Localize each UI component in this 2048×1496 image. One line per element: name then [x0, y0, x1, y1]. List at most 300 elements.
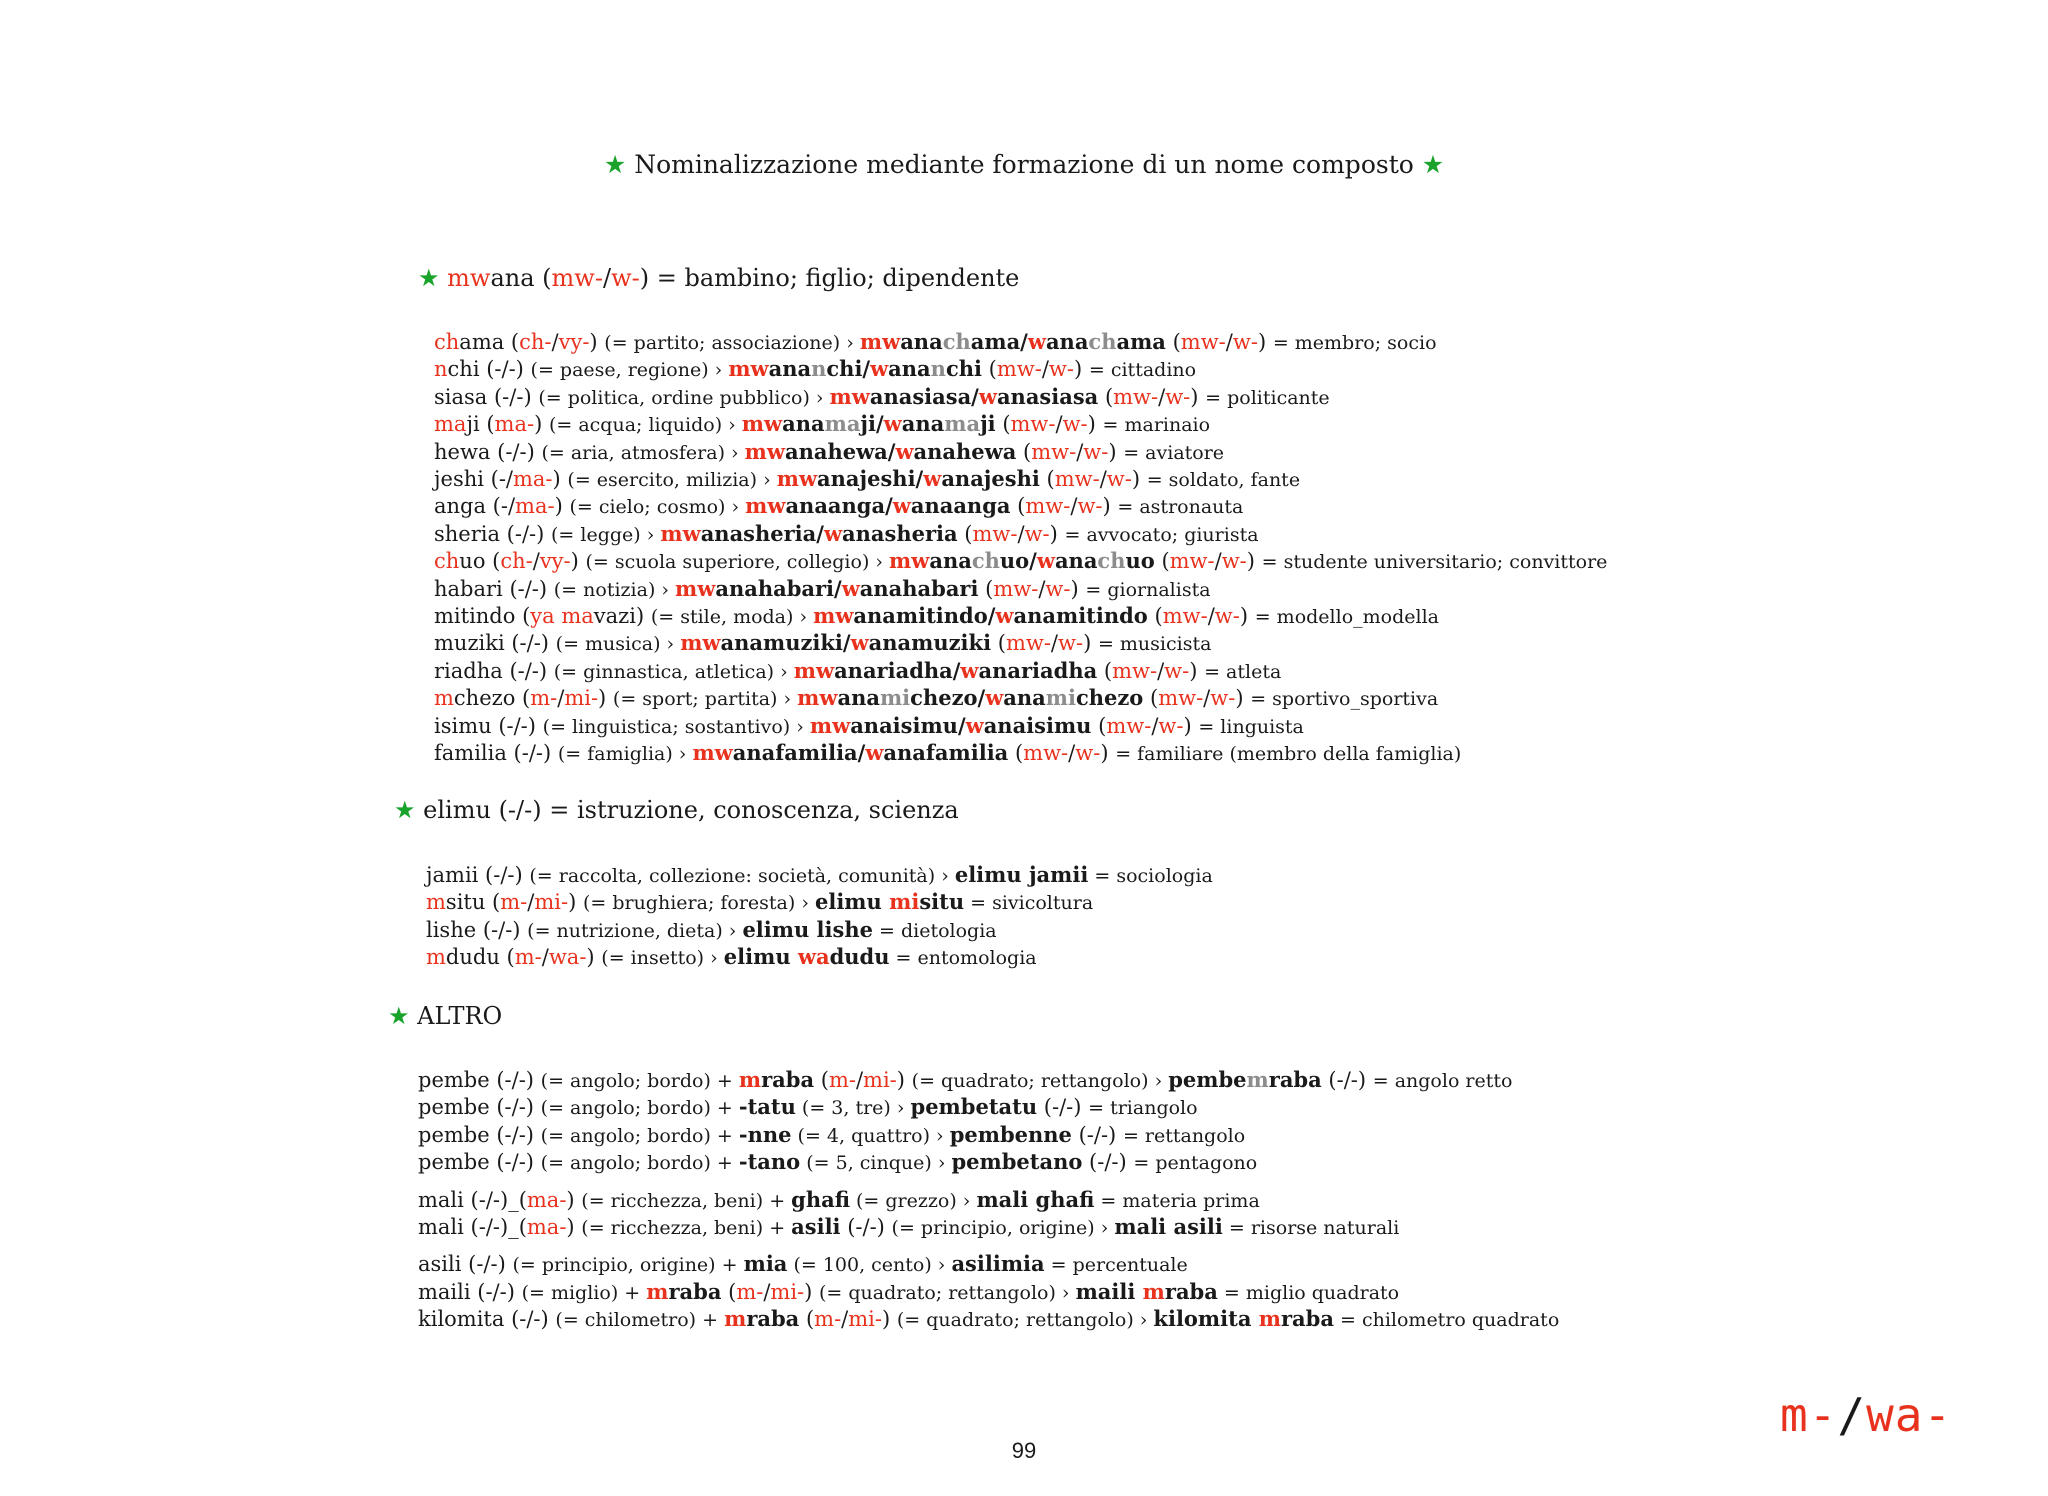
text-segment: situ: [919, 889, 965, 915]
text-segment: ): [1131, 467, 1147, 491]
text-segment: (= angolo; bordo) +: [540, 1070, 739, 1092]
text-segment: raba: [1268, 1067, 1322, 1092]
text-segment: ana: [490, 264, 543, 292]
text-segment: (: [1008, 741, 1024, 765]
text-segment: /: [602, 264, 612, 292]
text-segment: = pentagono: [1133, 1152, 1258, 1175]
text-segment: muziki (-/-): [434, 631, 556, 656]
text-segment: (= aria, atmosfera) ›: [541, 441, 745, 464]
text-segment: mw: [660, 520, 701, 546]
text-segment: ): [896, 1068, 912, 1092]
text-segment: mw-: [1113, 384, 1159, 409]
text-segment: uo (: [459, 549, 501, 574]
text-segment: = entomologia: [889, 947, 1037, 970]
text-segment: = percentuale: [1044, 1254, 1188, 1277]
text-segment: ch: [1088, 329, 1117, 354]
text-segment: pembe (-/-): [418, 1068, 541, 1092]
text-segment: = avvocato; giurista: [1064, 523, 1259, 546]
text-segment: = chilometro quadrato: [1333, 1309, 1560, 1332]
text-segment: (= ricchezza, beni) +: [581, 1217, 792, 1239]
text-segment: = linguista: [1198, 715, 1304, 738]
text-segment: w: [1036, 548, 1055, 574]
text-segment: uo/: [999, 548, 1037, 574]
text-segment: = familiare (membro della famiglia): [1115, 743, 1462, 765]
text-segment: ): [566, 1187, 582, 1212]
entry-line: [418, 1093, 1198, 1122]
text-segment: (= quadrato; rettangolo) ›: [819, 1281, 1076, 1304]
text-segment: (: [814, 1068, 829, 1092]
text-segment: mw-: [1162, 604, 1208, 628]
text-segment: ): [1239, 604, 1255, 628]
entry-line: [434, 328, 1437, 357]
text-segment: (= cielo; cosmo) ›: [569, 496, 746, 519]
text-segment: ch: [434, 330, 460, 354]
text-segment: ji/: [860, 411, 884, 437]
text-segment: /: [1076, 439, 1084, 464]
text-segment: raba: [746, 1306, 800, 1332]
entry-line: [426, 888, 1093, 917]
text-segment: = miglio quadrato: [1217, 1281, 1400, 1304]
text-segment: (= 5, cinque) ›: [800, 1152, 952, 1175]
text-segment: mi-: [863, 1068, 897, 1092]
text-segment: anamitindo: [1013, 603, 1148, 628]
text-segment: situ (: [445, 890, 501, 915]
text-segment: (: [1147, 604, 1163, 628]
text-segment: mi: [879, 685, 911, 711]
text-segment: ): [1100, 741, 1116, 765]
entry-line: [418, 1186, 1260, 1215]
text-segment: mw-: [1180, 330, 1226, 354]
text-segment: raba: [668, 1278, 722, 1304]
text-segment: elimu: [723, 944, 798, 970]
text-segment: = aviatore: [1123, 441, 1225, 464]
text-segment: mw-: [1169, 549, 1215, 574]
text-segment: ana: [888, 356, 931, 382]
text-segment: m-: [1780, 1388, 1838, 1442]
text-segment: kilomita (-/-): [418, 1307, 556, 1332]
text-segment: ): [1183, 713, 1199, 738]
text-segment: /: [1055, 412, 1063, 437]
text-segment: = marinaio: [1102, 414, 1211, 437]
entry-line: [426, 916, 997, 945]
text-segment: (= politica, ordine pubblico) ›: [538, 386, 830, 409]
text-segment: mw: [776, 466, 818, 491]
text-segment: (: [978, 576, 994, 601]
text-segment: mw-: [972, 521, 1018, 546]
text-segment: anariadha: [978, 657, 1098, 683]
text-segment: ): [1235, 686, 1251, 711]
text-segment: /: [1158, 384, 1166, 409]
text-segment: (: [1016, 439, 1032, 464]
text-segment: w-: [1232, 330, 1258, 354]
text-segment: asilimia: [951, 1251, 1045, 1277]
text-segment: mw-: [1106, 713, 1152, 738]
text-segment: m: [738, 1067, 762, 1092]
text-segment: w: [965, 712, 984, 738]
text-segment: /: [1041, 357, 1049, 382]
text-segment: (-/-): [1082, 1150, 1134, 1175]
text-segment: chi (-/-): [447, 357, 531, 382]
text-segment: (= partito; associazione) ›: [604, 332, 860, 354]
text-segment: = triangolo: [1088, 1097, 1198, 1120]
text-segment: /: [551, 330, 559, 354]
text-segment: ana: [1003, 685, 1046, 711]
text-segment: ch: [942, 329, 971, 354]
text-segment: /: [1099, 467, 1107, 491]
text-segment: (= scuola superiore, collegio) ›: [585, 551, 890, 574]
text-segment: ): [1246, 549, 1262, 574]
text-segment: (= stile, moda) ›: [650, 606, 814, 628]
entry-line: [434, 547, 1607, 576]
text-segment: riadha (-/-): [434, 658, 554, 683]
text-segment: pembenne: [949, 1121, 1072, 1147]
text-segment: -nne: [738, 1121, 792, 1147]
text-segment: ana: [768, 356, 812, 382]
text-segment: wa-: [548, 945, 587, 970]
text-segment: ): [804, 1279, 820, 1304]
text-segment: ): [639, 264, 657, 292]
text-segment: (: [1091, 713, 1107, 738]
text-segment: w: [870, 356, 889, 382]
text-segment: /: [1068, 741, 1076, 765]
corner-tag: [1780, 1388, 1952, 1442]
text-segment: pembe (-/-): [418, 1122, 541, 1147]
text-segment: vy-: [539, 549, 571, 574]
text-segment: anajeshi/: [817, 466, 924, 491]
text-segment: pembe: [1168, 1067, 1247, 1092]
text-segment: mali asili: [1114, 1214, 1223, 1239]
text-segment: = bambino; figlio; dipendente: [656, 264, 1020, 292]
text-segment: /: [841, 1307, 849, 1332]
text-segment: chi/: [826, 356, 871, 382]
text-segment: asili (-/-): [418, 1252, 513, 1277]
text-segment: vy-: [558, 330, 590, 354]
text-segment: (= angolo; bordo) +: [540, 1124, 739, 1147]
text-segment: ma: [434, 412, 467, 437]
text-segment: istruzione, conoscenza, scienza: [576, 796, 959, 824]
text-segment: mali (-/-)_(: [418, 1187, 527, 1212]
text-segment: elimu jamii: [954, 862, 1089, 887]
text-segment: (= esercito, milizia) ›: [567, 469, 777, 491]
text-segment: anga (-/: [434, 494, 516, 519]
text-segment: mitindo (: [434, 604, 531, 628]
text-segment: ): [1087, 412, 1103, 437]
entry-line: [434, 657, 1281, 686]
text-segment: w-: [1106, 467, 1132, 491]
text-segment: anasiasa/: [869, 383, 979, 409]
text-segment: anamitindo/: [853, 603, 996, 628]
text-segment: (= grezzo) ›: [849, 1189, 977, 1212]
text-segment: (: [1010, 494, 1026, 519]
entry-line: [418, 1278, 1399, 1307]
text-segment: pembetatu: [910, 1094, 1038, 1120]
text-segment: = membro; socio: [1272, 332, 1437, 354]
text-segment: m-: [828, 1068, 856, 1092]
text-segment: (= quadrato; rettangolo) ›: [911, 1070, 1169, 1092]
entry-line: [434, 602, 1439, 631]
text-segment: = modello_modella: [1254, 606, 1439, 628]
text-segment: mw-: [551, 264, 603, 292]
text-segment: mw: [744, 438, 785, 464]
text-segment: jeshi (-/: [434, 467, 513, 491]
text-segment: asili: [791, 1214, 841, 1239]
text-segment: anasheria/: [700, 520, 824, 546]
text-segment: ya: [530, 604, 555, 628]
text-segment: /: [557, 686, 565, 711]
entry-line: [418, 1213, 1399, 1242]
text-segment: mali ghafi: [976, 1186, 1095, 1212]
text-segment: (-/-): [840, 1215, 892, 1239]
text-segment: mw: [745, 493, 786, 519]
section-head-text: [417, 1002, 502, 1030]
text-segment: /: [1225, 330, 1233, 354]
text-segment: (: [1143, 686, 1159, 711]
entry-line: [418, 1121, 1245, 1150]
text-segment: ): [568, 890, 583, 915]
text-segment: w-: [1164, 658, 1190, 683]
text-segment: = cittadino: [1088, 359, 1197, 382]
entry-line: [434, 492, 1243, 521]
text-segment: = astronauta: [1117, 496, 1244, 519]
text-segment: mw-: [1023, 741, 1069, 765]
entry-line: [418, 1066, 1512, 1095]
text-segment: ch: [434, 549, 460, 574]
text-segment: mi-: [534, 890, 569, 915]
text-segment: w-: [1024, 521, 1050, 546]
text-segment: w: [865, 740, 884, 765]
text-segment: (: [1039, 467, 1055, 491]
text-segment: ji: [980, 411, 996, 437]
text-segment: ): [589, 330, 605, 354]
text-segment: = giornalista: [1085, 578, 1211, 601]
star-icon: ★: [388, 1002, 410, 1030]
text-segment: mi-: [564, 686, 599, 711]
text-segment: ma-: [494, 412, 535, 437]
text-segment: (= 100, cento) ›: [787, 1254, 952, 1277]
text-segment: ): [552, 467, 568, 491]
text-segment: wa-: [1866, 1388, 1953, 1442]
text-segment: ): [1049, 521, 1065, 546]
text-segment: ALTRO: [417, 1002, 503, 1030]
text-segment: elimu: [423, 796, 499, 824]
text-segment: w: [985, 685, 1004, 711]
text-segment: /: [541, 945, 549, 970]
text-segment: = studente universitario; convittore: [1261, 551, 1608, 574]
text-segment: lishe (-/-): [426, 917, 528, 942]
text-segment: mw: [793, 657, 835, 683]
text-segment: ana: [901, 411, 945, 437]
text-segment: hewa (-/-): [434, 439, 542, 464]
text-segment: mw: [859, 329, 901, 354]
text-segment: /: [532, 549, 540, 574]
text-segment: mia: [743, 1251, 788, 1277]
text-segment: w-: [1062, 412, 1088, 437]
text-segment: mi: [889, 889, 920, 915]
text-segment: = dietologia: [872, 919, 997, 942]
entry-line: [418, 1250, 1188, 1279]
text-segment: (= raccolta, collezione: società, comunità) ›: [529, 865, 955, 887]
text-segment: ch-: [519, 330, 552, 354]
page-number: 99: [1011, 1438, 1037, 1463]
text-segment: mw: [813, 603, 854, 628]
text-segment: (= legge) ›: [551, 523, 661, 546]
text-segment: chezo (: [453, 686, 531, 711]
text-segment: w: [978, 383, 997, 409]
text-segment: = politicante: [1205, 386, 1330, 409]
title-text: Nominalizzazione mediante formazione di un nome composto: [634, 150, 1414, 179]
text-segment: raba: [1280, 1306, 1334, 1332]
text-segment: ): [554, 494, 570, 519]
text-segment: (: [721, 1279, 737, 1304]
text-segment: mw: [447, 264, 491, 292]
text-segment: (= musica) ›: [555, 633, 681, 656]
entry-line: [426, 861, 1213, 890]
text-segment: mi-: [770, 1279, 805, 1304]
text-segment: w-: [1214, 604, 1240, 628]
text-segment: = rettangolo: [1122, 1124, 1246, 1147]
text-segment: mi: [1045, 685, 1076, 711]
text-segment: w-: [1045, 576, 1071, 601]
text-segment: mw-: [1005, 631, 1051, 656]
text-segment: mw-: [1031, 439, 1077, 464]
text-segment: m: [646, 1278, 669, 1304]
entry-line: [434, 438, 1224, 467]
text-segment: /: [855, 1068, 864, 1092]
text-segment: mw-: [1025, 494, 1071, 519]
text-segment: ): [1189, 658, 1205, 683]
section-head-text: [423, 796, 959, 824]
text-segment: m-: [514, 945, 542, 970]
text-segment: elimu lishe: [742, 916, 873, 942]
text-segment: mw: [809, 712, 851, 738]
text-segment: (= paese, regione) ›: [530, 359, 729, 382]
text-segment: ama/: [970, 329, 1028, 354]
text-segment: (-/-): [1071, 1122, 1123, 1147]
text-segment: = soldato, fante: [1146, 469, 1301, 491]
text-segment: mw-: [1112, 658, 1158, 683]
text-segment: ): [598, 686, 613, 711]
text-segment: m: [1142, 1278, 1165, 1304]
text-segment: pembe (-/-): [418, 1150, 541, 1175]
entry-line: [434, 410, 1210, 439]
entry-line: [434, 465, 1300, 494]
text-segment: ma: [944, 411, 981, 437]
text-segment: /: [763, 1279, 771, 1304]
text-segment: ): [881, 1307, 897, 1332]
text-segment: (-/-): [1037, 1095, 1089, 1120]
text-segment: ): [1190, 384, 1206, 409]
entry-line: [434, 629, 1211, 658]
text-segment: = sportivo_sportiva: [1250, 688, 1439, 711]
star-icon: ★: [603, 150, 627, 179]
entry-line: [434, 383, 1330, 412]
text-segment: mw: [692, 740, 733, 765]
text-segment: mw: [680, 630, 721, 656]
text-segment: (= 4, quattro) ›: [791, 1124, 950, 1147]
text-segment: (= principio, origine) +: [512, 1254, 744, 1277]
text-segment: mw: [741, 411, 783, 437]
section-head-mwana: [418, 264, 1019, 292]
text-segment: ): [1074, 357, 1089, 382]
text-segment: = sivicoltura: [964, 892, 1094, 915]
text-segment: w-: [1048, 357, 1074, 382]
text-segment: m: [434, 686, 454, 711]
text-segment: ana: [929, 548, 972, 574]
text-segment: anaanga/: [785, 493, 893, 519]
text-segment: w: [1027, 329, 1046, 354]
text-segment: m: [724, 1306, 747, 1332]
text-segment: anahewa: [913, 438, 1017, 464]
entry-line: [434, 739, 1461, 768]
text-segment: ana: [1045, 329, 1089, 354]
text-segment: (= miglio) +: [521, 1281, 647, 1304]
text-segment: ): [1083, 631, 1098, 656]
text-segment: = sociologia: [1088, 865, 1213, 887]
text-segment: pembe (-/-): [418, 1095, 541, 1120]
text-segment: mi-: [848, 1307, 882, 1332]
text-segment: /: [1017, 521, 1025, 546]
text-segment: w-: [1077, 494, 1103, 519]
text-segment: -tatu: [738, 1094, 796, 1120]
text-segment: -tano: [738, 1149, 801, 1175]
entry-line: [434, 712, 1304, 741]
text-segment: ): [1102, 494, 1118, 519]
text-segment: m: [1246, 1067, 1269, 1092]
text-segment: habari (-/-): [434, 576, 554, 601]
text-segment: (: [991, 631, 1006, 656]
text-segment: = risorse naturali: [1222, 1217, 1400, 1239]
text-segment: dudu (: [445, 945, 515, 970]
text-segment: ma-: [515, 494, 555, 519]
text-segment: pembetano: [951, 1149, 1083, 1175]
text-segment: ch-: [500, 549, 533, 574]
text-segment: mali (-/-)_(: [418, 1215, 527, 1239]
text-segment: ): [586, 945, 602, 970]
text-segment: (= insetto) ›: [601, 947, 724, 970]
star-icon: ★: [394, 796, 416, 824]
text-segment: chi: [945, 356, 982, 382]
text-segment: (= nutrizione, dieta) ›: [527, 919, 743, 942]
text-segment: uo: [1125, 548, 1155, 574]
text-segment: (= acqua; liquido) ›: [548, 414, 742, 437]
entry-line: [418, 1148, 1257, 1177]
text-segment: /: [527, 890, 535, 915]
text-segment: w-: [1083, 439, 1109, 464]
text-segment: anahewa/: [784, 438, 896, 464]
text-segment: jamii (-/-): [426, 863, 530, 887]
text-segment: (= sport; partita) ›: [612, 688, 798, 711]
text-segment: (= famiglia) ›: [557, 743, 693, 765]
text-segment: (= notizia) ›: [553, 578, 676, 601]
entry-line: [434, 520, 1259, 549]
text-segment: = atleta: [1204, 660, 1282, 683]
text-segment: (-/-): [1321, 1068, 1373, 1092]
text-segment: anariadha/: [834, 657, 961, 683]
text-segment: anamuziki: [868, 630, 992, 656]
text-segment: w-: [1210, 686, 1236, 711]
text-segment: (= 3, tre) ›: [795, 1097, 911, 1120]
text-segment: mw: [797, 685, 838, 711]
text-segment: anajeshi: [941, 466, 1040, 491]
text-segment: raba: [1164, 1278, 1218, 1304]
text-segment: mw-: [996, 357, 1042, 382]
text-segment: w-: [1058, 631, 1084, 656]
text-segment: sheria (-/-): [434, 521, 552, 546]
entry-line: [434, 575, 1211, 604]
text-segment: mw-: [1054, 467, 1100, 491]
text-segment: familia (-/-): [434, 741, 558, 765]
text-segment: w: [823, 520, 843, 546]
